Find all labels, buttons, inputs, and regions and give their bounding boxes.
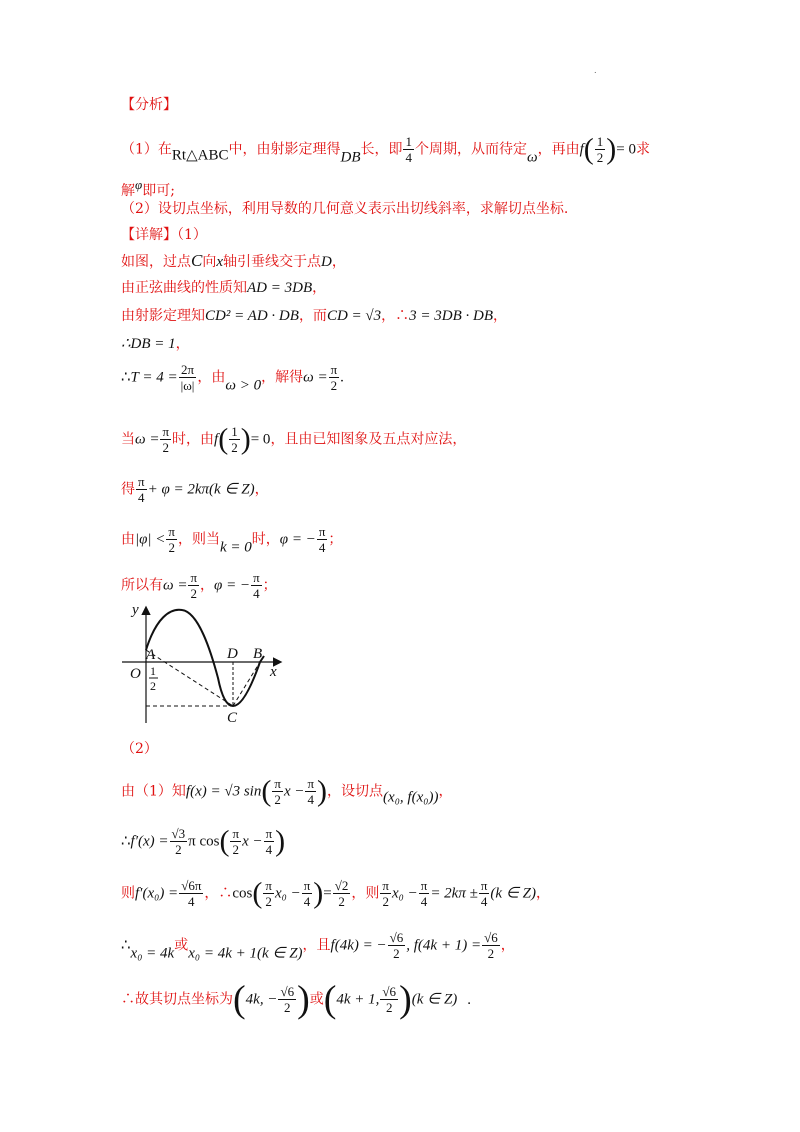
num: √2 [334,878,349,893]
math-triangle: Rt△ABC [171,147,229,164]
text: 得 [121,481,135,498]
paren: ( [233,978,246,1021]
math-db: DB [340,149,361,166]
paren: ) [240,422,251,456]
text: 即可; [142,183,175,199]
detail-line-9 [121,570,277,601]
text: ，则当 [178,531,220,548]
num: π [162,424,170,439]
num: π [480,878,488,893]
paren: ( [218,422,229,456]
math-f4k: f(4k) = − [330,937,387,954]
math-x0: x₀ − [391,885,418,902]
fraction-sqrt6-2 [380,984,398,1015]
detail-line-6 [121,424,466,455]
text: 则 [121,885,135,902]
fraction-sqrt6-2 [278,984,296,1015]
math-omega: ω = [163,577,188,594]
half-den: 2 [150,679,156,693]
text: 当 [121,431,135,448]
paren: ) [606,132,617,166]
math-x: x − [242,833,263,850]
detail-line-5 [121,362,344,395]
detail-line-3 [121,307,507,325]
text: ； [262,577,277,594]
fraction-pi-4 [302,878,313,909]
analysis-line-2 [121,176,175,200]
text: 如图，过点 [121,254,191,270]
math-fprime: f′(x) = [130,833,169,850]
detail-line-2 [121,279,326,297]
text: 由 [121,531,135,548]
therefore: ∴ [121,937,131,954]
num: π [420,878,428,893]
den: 2 [338,894,345,909]
paren: ) [275,824,286,858]
den: 4 [480,894,488,909]
text: ， [254,481,269,498]
den: 2 [487,946,495,961]
text: 时， [251,531,280,548]
text: ， [331,254,346,270]
text: ，∴ [204,885,233,902]
math-3db: 3 = 3DB · DB [409,308,494,324]
text: ，而 [298,308,327,324]
den: 4 [253,586,260,601]
y-label: y [132,602,139,618]
math-f: f [579,141,584,158]
math-kz: (k ∈ Z) [490,885,536,902]
detail-line-7 [121,474,269,505]
math-D: D [321,254,332,270]
text: ， [312,280,327,296]
text: ， [500,937,515,954]
origin-label: O [130,666,141,682]
analysis-part2: （2）设切点坐标，利用导数的几何意义表示出切线斜率，求解切点坐标. [121,201,569,217]
paren: ) [313,876,324,910]
math-C: C [191,251,203,270]
math-eq0: = 0 [616,141,636,158]
fraction-pi-2 [166,524,177,555]
sine-graph-figure [110,598,300,730]
text: ， [200,577,215,594]
text: ，由 [197,369,226,386]
paren: ( [261,774,272,808]
text: . [467,991,472,1008]
num: π [318,524,326,539]
den: 2 [385,1000,393,1015]
den: 4 [138,490,145,505]
text: 个周期，从而待定 [414,141,527,158]
paren: ( [583,132,594,166]
den: 2 [168,540,175,555]
math-x: x − [283,783,305,800]
math-x0: x₀ − [274,885,301,902]
den: 2 [190,586,197,601]
text: 轴引垂线交于点 [223,254,322,270]
math-x: x [216,254,224,270]
den: 2 [232,842,240,857]
fraction-pi-4 [136,474,147,505]
fraction-2pi-omega [179,362,197,393]
text: 解 [121,183,135,199]
fraction-sqrt2-2 [333,878,351,909]
math-pi-cos: π cos [188,833,220,850]
fraction-pi-4 [419,878,430,909]
num: √6 [484,930,498,945]
fraction-pi-2 [329,362,340,393]
den: 4 [420,894,428,909]
paren: ( [219,824,230,858]
num: √6π [181,878,202,893]
fraction-quarter [403,134,414,165]
num: π [168,524,175,539]
analysis-line-1 [121,134,650,167]
fraction-pi-2 [230,826,241,857]
paren: ( [252,876,263,910]
point-C-label: C [227,710,238,726]
text: 向 [202,254,217,270]
math-cond: ω > 0 [225,377,262,394]
header-dot: . [594,66,597,75]
text: 由射影定理知 [121,308,205,324]
fraction-half: $\frac{1}{2}$ [596,134,604,165]
text: ∴故其切点坐标为 [121,991,233,1008]
text: 中，由射影定理得 [228,141,341,158]
part2-line-3 [121,878,550,909]
math-x0-4k: x₀ = 4k [130,945,175,962]
den: 4 [318,540,326,555]
den: 2 [393,946,400,961]
math-T: T = 4 = [130,369,178,386]
text: ，再由 [537,141,580,158]
math-omega: ω = [135,431,160,448]
fraction-sqrt3-2 [170,826,188,857]
text: 由（1）知 [121,783,186,800]
text: ，则 [351,885,380,902]
math-point1: 4k, − [245,991,278,1008]
den: 2 [284,1000,291,1015]
fraction-pi-2 [380,878,391,909]
fraction-pi-2 [160,424,171,455]
text-or: 或 [174,937,189,954]
math-fx: f(x) = √3 sin [185,783,262,800]
text-or: 或 [309,991,324,1008]
text: 所以有 [121,577,163,594]
fraction-pi-2 [263,878,274,909]
therefore: ∴ [121,833,131,850]
fraction-sqrt6-2 [482,930,500,961]
text: ，解得 [261,369,304,386]
text: 时，由 [172,431,215,448]
math-phi: φ = − [279,531,316,548]
math-cos: cos [232,885,253,902]
num: 2π [180,362,195,377]
num: √6 [389,930,404,945]
part2-line-5 [121,978,472,1021]
dashed-cb [233,662,260,706]
math-kz: (k ∈ Z) [411,991,458,1008]
math-k0: k = 0 [220,539,252,556]
detail-line-8 [121,524,342,557]
num: π [265,878,272,893]
fraction-sqrt6-2 [388,930,406,961]
part2-line-2 [121,826,285,857]
fraction-pi-4 [251,570,262,601]
num: π [382,878,389,893]
math-cd2: CD² = AD · DB [205,308,299,324]
fraction-pi-4 [479,878,490,909]
den: 4 [265,842,273,857]
text: ， [535,885,550,902]
sine-curve [146,610,263,706]
fraction-half: $\frac{1}{2}$ [231,424,238,455]
den: 4 [303,894,311,909]
math-point2: 4k + 1, [336,991,380,1008]
fraction-pi-4 [305,776,316,807]
detail-line-4 [121,335,190,353]
point-A-label: A [146,647,156,663]
text: ； [328,531,343,548]
math-x0-4k1: x₀ = 4k + 1(k ∈ Z) [188,945,303,962]
half-num: 1 [150,664,156,678]
num: π [253,570,260,585]
num: π [190,570,198,585]
num: √3 [171,826,186,841]
math-fprime-x0: f′(x₀) = [135,885,179,902]
fraction-pi-4 [317,524,328,555]
paren: ) [297,978,310,1021]
text: 长，即 [360,141,403,158]
text: ，且由已知图象及五点对应法， [270,431,467,448]
num: π [307,776,315,791]
paren: ) [317,774,328,808]
math-db1: ∴DB = 1 [121,336,176,352]
fraction-pi-2 [188,570,199,601]
text: ， [493,308,508,324]
math-eq0: = 0 [250,431,271,448]
fraction-sqrt6pi-4 [179,878,203,909]
den: 4 [405,150,412,165]
fraction-pi-2 [272,776,283,807]
den: 4 [188,894,195,909]
num: π [232,826,240,841]
num: π [274,776,281,791]
math-omega: ω = [303,369,328,386]
den: 2 [382,894,389,909]
part2-line-4 [121,930,515,963]
den: 2 [330,378,338,393]
math-f4k1: , f(4k + 1) = [406,937,482,954]
math-phase: + φ = 2kπ(k ∈ Z) [147,481,255,498]
text: 由正弦曲线的性质知 [121,280,247,296]
fraction-pi-4 [264,826,275,857]
text: （1）在 [121,141,172,158]
text: 求 [635,141,650,158]
math-ad: AD = 3DB [247,280,313,296]
num: √6 [280,984,295,999]
num: π [330,362,338,377]
text: ，设切点 [327,783,384,800]
text: ，且 [302,937,331,954]
x-label: x [270,664,277,680]
paren: ) [399,978,412,1021]
math-eq: = [323,885,332,902]
text: ， [438,783,453,800]
num: π [303,878,311,893]
part2-line-1 [121,776,452,807]
dashed-ac [146,650,233,706]
therefore: ∴ [121,369,131,386]
detail-title: 【详解】（1） [121,227,207,243]
den: 2 [162,440,169,455]
den: 2 [274,792,281,807]
math-phi: φ = − [214,577,251,594]
num: 1 [405,134,412,149]
detail-line-1 [121,252,346,271]
den: |ω| [180,378,195,393]
part2-title: （2） [121,741,158,757]
analysis-title: 【分析】 [121,97,177,113]
den: 2 [265,894,272,909]
point-D-label: D [227,646,238,662]
text: ， [175,336,190,352]
math-f: f [214,431,219,448]
math-cd: CD = √3 [326,308,382,324]
math-result: = 2kπ ± [430,885,478,902]
den: 2 [175,842,182,857]
math-phi: φ [135,177,143,192]
num: π [138,474,145,489]
math-point: (x₀, f(x₀)) [383,789,439,806]
point-B-label: B [253,646,263,662]
text: ，∴ [381,308,410,324]
num: √6 [382,984,397,999]
text: . [340,369,344,386]
math-abs-phi: |φ| < [135,531,166,548]
den: 4 [307,792,314,807]
paren: ( [323,978,337,1021]
math-omega: ω [526,149,538,166]
num: π [265,826,273,841]
